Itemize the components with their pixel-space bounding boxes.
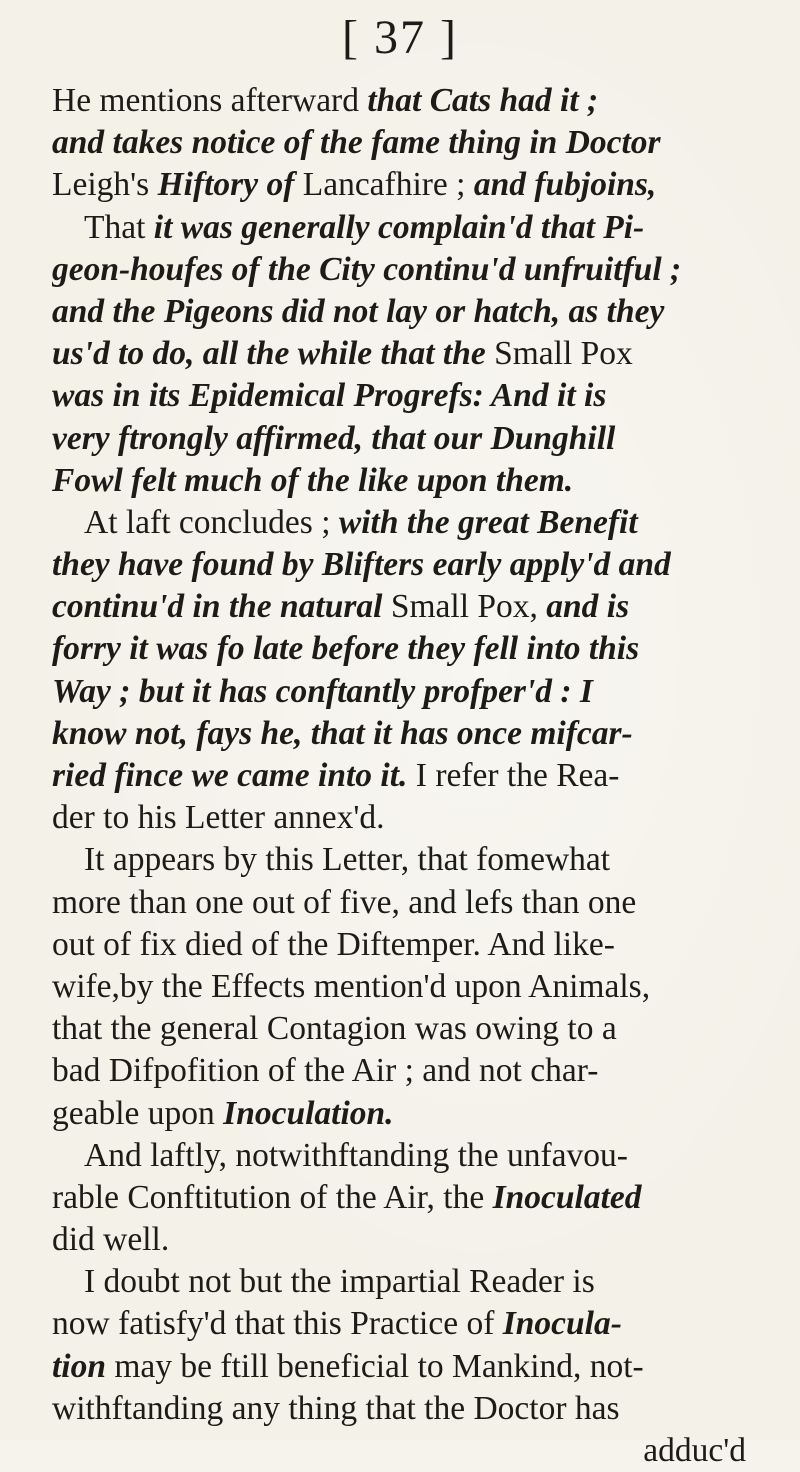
text-line: Leigh's Hiftory of Lancafhire ; and fubjoins,	[52, 166, 657, 204]
body-text	[52, 80, 752, 1472]
text-line: At laft concludes ; with the great Benefit	[84, 503, 638, 541]
text-line: withftanding any thing that the Doctor has	[52, 1389, 620, 1427]
text-line: wife,by the Effects mention'd upon Animals,	[52, 967, 651, 1005]
text-line: they have found by Blifters early apply'd and	[52, 546, 671, 584]
text-line: It appears by this Letter, that fomewhat	[84, 841, 611, 879]
text-line: forry it was fo late before they fell into this	[52, 630, 640, 668]
text-line: geon-houfes of the City continu'd unfruitful ;	[52, 250, 682, 288]
text-line: was in its Epidemical Progrefs: And it is	[52, 377, 607, 415]
text-line: continu'd in the natural Small Pox, and is	[52, 588, 630, 626]
text-line: know not, fays he, that it has once mifcar-	[52, 714, 633, 752]
text-line: tion may be ftill beneficial to Mankind, not-	[52, 1347, 644, 1385]
text-line: He mentions afterward that Cats had it ;	[52, 82, 599, 119]
text-line: That it was generally complain'd that Pi-	[84, 208, 645, 246]
text-line: geable upon Inoculation.	[52, 1094, 394, 1132]
text-line: ried fince we came into it. I refer the Rea-	[52, 757, 620, 794]
text-line: and takes notice of the fame thing in Doctor	[52, 124, 661, 162]
text-line: did well.	[52, 1221, 170, 1259]
text-line: Way ; but it has conftantly profper'd : I	[52, 672, 593, 710]
text-line: Fowl felt much of the like upon them.	[52, 461, 574, 499]
catchword: adduc'd	[643, 1432, 746, 1469]
text-line: and the Pigeons did not lay or hatch, as they	[52, 292, 665, 330]
text-line: very ftrongly affirmed, that our Dunghill	[52, 419, 616, 457]
text-line: I doubt not but the impartial Reader is	[84, 1263, 595, 1301]
text-line: der to his Letter annex'd.	[52, 799, 385, 837]
page-number: [ 37 ]	[342, 11, 458, 64]
text-line: more than one out of five, and lefs than one	[52, 883, 637, 921]
text-line: rable Conftitution of the Air, the Inoculated	[52, 1178, 642, 1216]
text-line: that the general Contagion was owing to a	[52, 1010, 617, 1048]
text-line: now fatisfy'd that this Practice of Inocula-	[52, 1305, 622, 1343]
text-line: And laftly, notwithftanding the unfavou-	[84, 1136, 628, 1174]
text-line: out of fix died of the Diftemper. And like-	[52, 925, 615, 963]
text-line: bad Difpofition of the Air ; and not char-	[52, 1052, 599, 1090]
text-line: us'd to do, all the while that the Small Pox	[52, 335, 633, 373]
